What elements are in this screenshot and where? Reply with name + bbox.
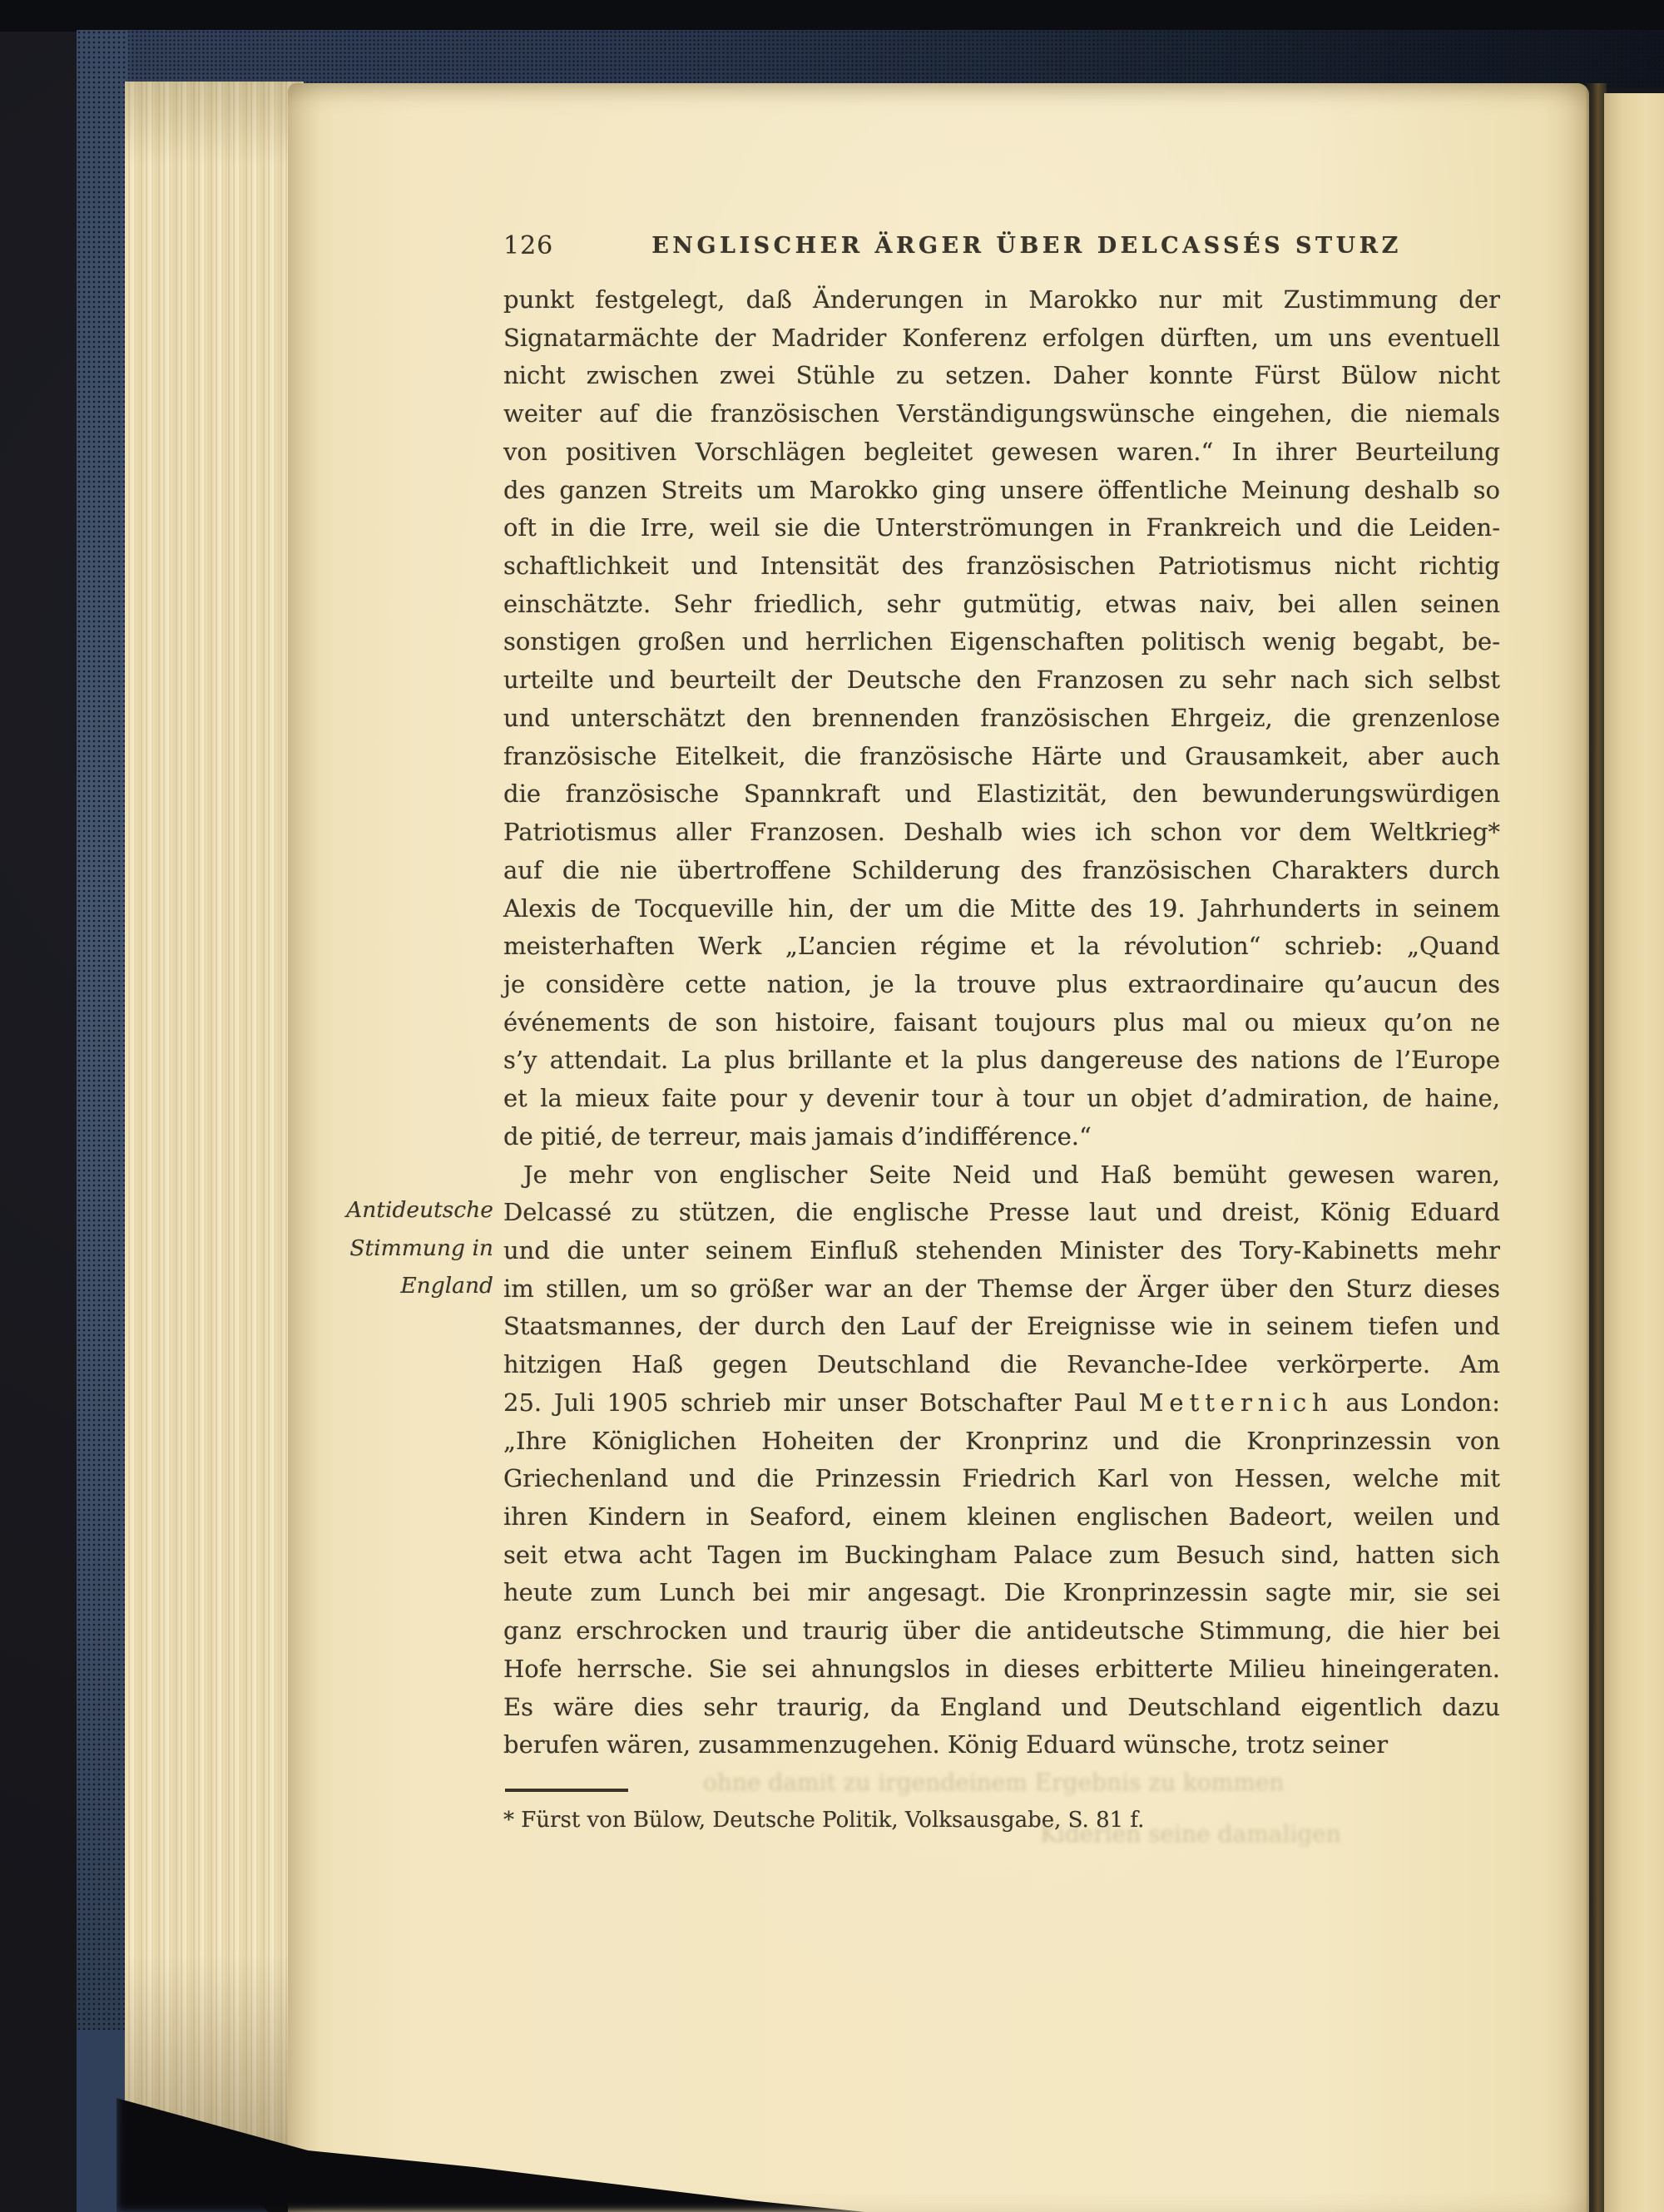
text-line: Signatarmächte der Madrider Konferenz erfolgen dürften, um uns eventuell: [503, 323, 1500, 352]
text-line-paragraph-start: Je mehr von englischer Seite Neid und Haß bemüht gewesen waren,: [523, 1160, 1500, 1189]
text-line: „Ihre Königlichen Hoheiten der Kronprinz und die Kronprinzessin von: [503, 1426, 1500, 1455]
text-line: s’y attendait. La plus brillante et la plus dangereuse des nations de l’Europe: [503, 1046, 1500, 1075]
text-line-paragraph-end: berufen wären, zusammenzugehen. König Eduard wünsche, trotz seiner: [503, 1730, 1389, 1759]
text-line: und die unter seinem Einfluß stehenden Minister des Tory-Kabinetts mehr: [503, 1235, 1500, 1264]
footnote: * Fürst von Bülow, Deutsche Politik, Volksausgabe, S. 81 f.: [503, 1808, 1145, 1833]
text-line: Alexis de Tocqueville hin, der um die Mitte des 19. Jahrhunderts in seinem: [503, 893, 1500, 923]
text-line: punkt festgelegt, daß Änderungen in Marokko nur mit Zustimmung der: [503, 285, 1500, 314]
text-line: oft in die Irre, weil sie die Unterströmungen in Frankreich und die Leiden-: [503, 513, 1500, 542]
page-number: 126: [503, 231, 554, 260]
text-line: je considère cette nation, je la trouve plus extraordinaire qu’aucun des: [503, 969, 1500, 998]
text-line: Griechenland und die Prinzessin Friedrich Karl von Hessen, welche mit: [503, 1464, 1500, 1493]
text-line: die französische Spannkraft und Elastizität, den bewunderungswürdigen: [503, 779, 1500, 809]
text-line: et la mieux faite pour y devenir tour à tour un objet d’admiration, de haine,: [503, 1084, 1500, 1113]
margin-note-line: Stimmung in: [349, 1235, 493, 1261]
footnote-rule: [505, 1789, 628, 1792]
margin-note-line: England: [400, 1273, 493, 1299]
page-fore-edges: [125, 82, 304, 2161]
text-line: Delcassé zu stützen, die englische Presse laut und dreist, König Eduard: [503, 1198, 1500, 1227]
page-header: [503, 231, 1500, 265]
text-line-metternich: [503, 1384, 1500, 1423]
text-line: weiter auf die französischen Verständigungswünsche eingehen, die niemals: [503, 399, 1500, 428]
running-header: ENGLISCHER ÄRGER ÜBER DELCASSÉS STURZ: [651, 233, 1402, 259]
text-line: auf die nie übertroffene Schilderung des französischen Charakters durch: [503, 855, 1500, 884]
book-cover-left-edge: [77, 30, 128, 2126]
text-line: ihren Kindern in Seaford, einem kleinen englischen Badeort, weilen und: [503, 1502, 1500, 1531]
text-line: événements de son histoire, faisant toujours plus mal ou mieux qu’on ne: [503, 1007, 1500, 1037]
text-line: schaftlichkeit und Intensität des französischen Patriotismus nicht richtig: [503, 552, 1500, 581]
ink-bleedthrough: Kiderlen seine damaligen: [1040, 1820, 1341, 1848]
text-line: einschätzte. Sehr friedlich, sehr gutmütig, etwas naiv, bei allen seinen: [503, 589, 1500, 618]
text-line: hitzigen Haß gegen Deutschland die Revanche-Idee verkörperte. Am: [503, 1350, 1500, 1379]
text-line-paragraph-end: de pitié, de terreur, mais jamais d’indifférence.“: [503, 1121, 1092, 1151]
letterspaced-name: Metternich: [1138, 1388, 1334, 1417]
text-line: von positiven Vorschlägen begleitet gewesen waren.“ In ihrer Beurteilung: [503, 437, 1500, 466]
book-cover-top-edge: [77, 30, 1664, 88]
background-top: [0, 0, 1664, 32]
text-line: seit etwa acht Tagen im Buckingham Palace zum Besuch sind, hatten sich: [503, 1540, 1500, 1569]
margin-note-line: Antideutsche: [346, 1197, 493, 1223]
text-line: französische Eitelkeit, die französische Härte und Grausamkeit, aber auch: [503, 741, 1500, 770]
text-line: ganz erschrocken und traurig über die antideutsche Stimmung, die hier bei: [503, 1616, 1500, 1645]
facing-page-sliver: [1604, 93, 1664, 2212]
text-line: Patriotismus aller Franzosen. Deshalb wies ich schon vor dem Weltkrieg*: [503, 818, 1500, 847]
text-line: meisterhaften Werk „L’ancien régime et la révolution“ schrieb: „Quand: [503, 932, 1500, 961]
text-line: und unterschätzt den brennenden französischen Ehrgeiz, die grenzenlose: [503, 703, 1500, 732]
text-line: nicht zwischen zwei Stühle zu setzen. Daher konnte Fürst Bülow nicht: [503, 361, 1500, 390]
body-text: [503, 281, 1500, 1764]
text-line: Hofe herrsche. Sie sei ahnungslos in dieses erbitterte Milieu hineingeraten.: [503, 1654, 1500, 1683]
text-line: heute zum Lunch bei mir angesagt. Die Kronprinzessin sagte mir, sie sei: [503, 1578, 1500, 1607]
text-line: sonstigen großen und herrlichen Eigenschaften politisch wenig begabt, be-: [503, 627, 1500, 656]
text-segment: aus London:: [1333, 1388, 1500, 1417]
text-line: Staatsmannes, der durch den Lauf der Ereignisse wie in seinem tiefen und: [503, 1312, 1500, 1341]
text-line: im stillen, um so größer war an der Themse der Ärger über den Sturz dieses: [503, 1274, 1500, 1303]
ink-bleedthrough: ohne damit zu irgendeinem Ergebnis zu kommen: [703, 1769, 1285, 1796]
text-line: des ganzen Streits um Marokko ging unsere öffentliche Meinung deshalb so: [503, 475, 1500, 504]
text-line: Es wäre dies sehr traurig, da England und Deutschland eigentlich dazu: [503, 1692, 1500, 1721]
margin-note: [212, 1191, 493, 1305]
text-segment: 25. Juli 1905 schrieb mir unser Botschafter Paul: [503, 1388, 1139, 1417]
text-line: urteilte und beurteilt der Deutsche den Franzosen zu sehr nach sich selbst: [503, 666, 1500, 695]
